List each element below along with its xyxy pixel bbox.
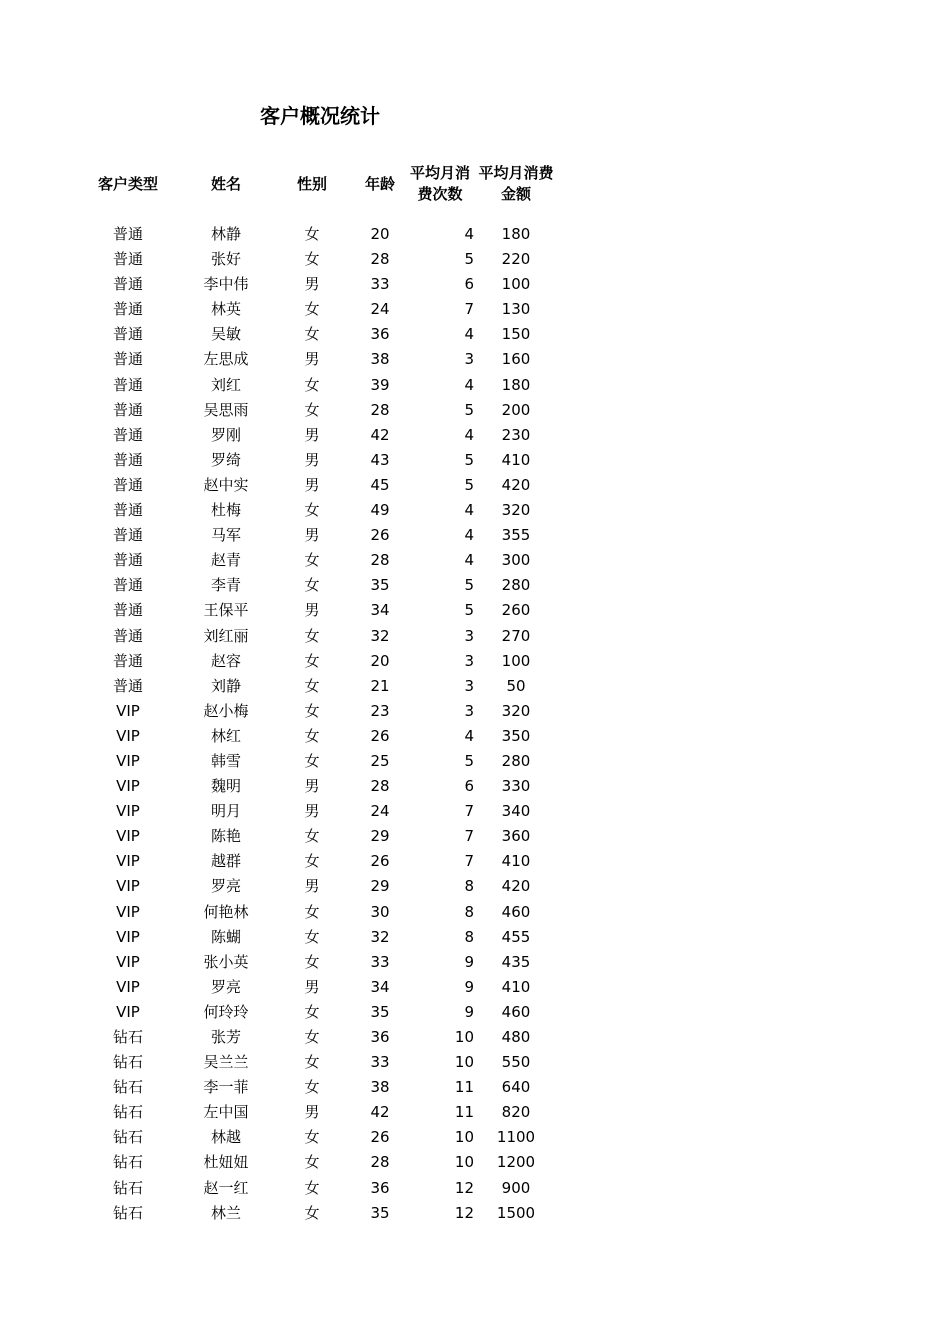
cell-monthly-times: 10 — [454, 1153, 474, 1172]
cell-gender: 女 — [304, 1128, 320, 1147]
cell-age: 26 — [370, 726, 390, 745]
cell-age: 45 — [370, 475, 390, 494]
cell-monthly-amount: 180 — [501, 375, 531, 394]
cell-customer-type: 普通 — [112, 375, 143, 394]
cell-name: 陈艳 — [210, 827, 241, 846]
cell-monthly-times: 5 — [464, 576, 474, 595]
cell-name: 刘红丽 — [203, 626, 249, 645]
cell-name: 李青 — [210, 576, 241, 595]
cell-gender: 女 — [304, 927, 320, 946]
cell-customer-type: 普通 — [112, 425, 143, 444]
cell-age: 34 — [370, 977, 390, 996]
cell-age: 36 — [370, 325, 390, 344]
cell-monthly-times: 3 — [464, 676, 474, 695]
cell-monthly-times: 4 — [464, 526, 474, 545]
cell-monthly-times: 4 — [464, 726, 474, 745]
cell-monthly-times: 10 — [454, 1053, 474, 1072]
cell-monthly-amount: 220 — [501, 250, 531, 269]
cell-gender: 女 — [304, 576, 320, 595]
cell-name: 陈蝴 — [210, 927, 241, 946]
cell-customer-type: 钻石 — [112, 1028, 143, 1046]
cell-name: 魏明 — [210, 777, 241, 796]
cell-age: 38 — [370, 1078, 390, 1097]
cell-monthly-times: 4 — [464, 225, 474, 243]
cell-monthly-amount: 460 — [501, 1002, 531, 1021]
cell-monthly-times: 7 — [464, 852, 474, 871]
cell-age: 36 — [370, 1178, 390, 1197]
header-customer-type: 客户类型 — [97, 174, 158, 193]
cell-name: 何玲玲 — [203, 1002, 249, 1021]
cell-monthly-times: 6 — [464, 777, 474, 796]
cell-monthly-amount: 260 — [501, 601, 531, 620]
cell-age: 28 — [370, 777, 390, 796]
cell-age: 42 — [370, 1103, 390, 1122]
cell-gender: 男 — [304, 526, 320, 545]
cell-gender: 女 — [304, 726, 320, 745]
cell-age: 28 — [370, 551, 390, 570]
cell-gender: 女 — [304, 1178, 320, 1197]
cell-name: 赵中实 — [203, 475, 249, 494]
cell-customer-type: VIP — [116, 977, 140, 996]
cell-gender: 女 — [304, 751, 320, 770]
cell-customer-type: VIP — [116, 701, 140, 720]
cell-customer-type: 钻石 — [112, 1078, 143, 1097]
cell-customer-type: 普通 — [112, 576, 143, 595]
cell-monthly-times: 4 — [464, 501, 474, 520]
cell-gender: 女 — [304, 1203, 320, 1222]
cell-customer-type: 普通 — [112, 325, 143, 344]
cell-gender: 女 — [304, 651, 320, 670]
cell-age: 35 — [370, 1203, 390, 1222]
cell-customer-type: 钻石 — [112, 1053, 143, 1072]
cell-monthly-amount: 160 — [501, 350, 531, 369]
cell-gender: 男 — [304, 275, 320, 294]
cell-customer-type: 普通 — [112, 676, 143, 695]
cell-customer-type: 普通 — [112, 300, 143, 319]
cell-customer-type: VIP — [116, 952, 140, 971]
cell-name: 王保平 — [203, 601, 249, 620]
cell-customer-type: 普通 — [112, 250, 143, 269]
cell-name: 吴敏 — [210, 325, 241, 344]
cell-customer-type: 钻石 — [112, 1103, 143, 1122]
cell-monthly-amount: 355 — [501, 526, 531, 545]
cell-customer-type: VIP — [116, 777, 140, 796]
cell-customer-type: VIP — [116, 726, 140, 745]
cell-customer-type: VIP — [116, 877, 140, 896]
cell-monthly-amount: 820 — [501, 1103, 531, 1122]
cell-age: 25 — [370, 751, 390, 770]
cell-name: 吴思雨 — [203, 400, 249, 419]
cell-customer-type: 普通 — [112, 400, 143, 419]
cell-age: 49 — [370, 501, 390, 520]
cell-age: 26 — [370, 852, 390, 871]
cell-monthly-times: 5 — [464, 400, 474, 419]
cell-age: 35 — [370, 1002, 390, 1021]
cell-monthly-times: 5 — [464, 475, 474, 494]
cell-monthly-times: 11 — [454, 1103, 474, 1122]
cell-monthly-amount: 410 — [501, 977, 531, 996]
cell-name: 刘红 — [210, 375, 241, 394]
cell-monthly-amount: 280 — [501, 576, 531, 595]
cell-name: 韩雪 — [210, 751, 241, 770]
cell-age: 35 — [370, 576, 390, 595]
cell-monthly-amount: 1500 — [496, 1203, 536, 1222]
cell-monthly-times: 8 — [464, 877, 474, 896]
cell-age: 24 — [370, 802, 390, 821]
cell-customer-type: 钻石 — [112, 1178, 143, 1197]
cell-customer-type: VIP — [116, 927, 140, 946]
cell-age: 20 — [370, 651, 390, 670]
cell-age: 33 — [370, 1053, 390, 1072]
cell-customer-type: 普通 — [112, 626, 143, 645]
cell-name: 张好 — [210, 250, 241, 269]
cell-monthly-amount: 130 — [501, 300, 531, 319]
cell-gender: 女 — [304, 952, 320, 971]
cell-customer-type: 钻石 — [112, 1128, 143, 1147]
cell-monthly-amount: 480 — [501, 1028, 531, 1046]
cell-customer-type: 普通 — [112, 275, 143, 294]
cell-name: 林兰 — [210, 1203, 241, 1222]
cell-gender: 女 — [304, 1153, 320, 1172]
cell-gender: 男 — [304, 450, 320, 469]
cell-customer-type: 普通 — [112, 601, 143, 620]
cell-name: 赵容 — [210, 651, 241, 670]
cell-name: 林越 — [210, 1128, 241, 1147]
cell-gender: 女 — [304, 375, 320, 394]
cell-monthly-amount: 200 — [501, 400, 531, 419]
cell-monthly-amount: 1200 — [496, 1153, 536, 1172]
cell-gender: 女 — [304, 300, 320, 319]
cell-gender: 男 — [304, 1103, 320, 1122]
cell-monthly-amount: 320 — [501, 701, 531, 720]
cell-monthly-times: 6 — [464, 275, 474, 294]
cell-gender: 女 — [304, 1028, 320, 1046]
cell-name: 马军 — [210, 526, 241, 545]
cell-age: 42 — [370, 425, 390, 444]
cell-customer-type: 普通 — [112, 225, 143, 243]
cell-monthly-amount: 280 — [501, 751, 531, 770]
cell-name: 越群 — [210, 852, 241, 871]
cell-gender: 女 — [304, 250, 320, 269]
cell-age: 23 — [370, 701, 390, 720]
cell-monthly-times: 4 — [464, 551, 474, 570]
cell-name: 罗亮 — [210, 977, 241, 996]
cell-monthly-amount: 270 — [501, 626, 531, 645]
cell-gender: 女 — [304, 701, 320, 720]
cell-name: 杜梅 — [210, 501, 241, 520]
cell-gender: 男 — [304, 802, 320, 821]
header-gender: 性别 — [296, 174, 327, 193]
cell-gender: 女 — [304, 325, 320, 344]
header-name: 姓名 — [210, 174, 241, 193]
cell-customer-type: 普通 — [112, 651, 143, 670]
cell-monthly-times: 9 — [464, 977, 474, 996]
cell-monthly-amount: 100 — [501, 651, 531, 670]
cell-gender: 男 — [304, 350, 320, 369]
cell-monthly-times: 5 — [464, 601, 474, 620]
cell-monthly-times: 12 — [454, 1178, 474, 1197]
cell-age: 33 — [370, 952, 390, 971]
cell-monthly-amount: 300 — [501, 551, 531, 570]
cell-monthly-amount: 550 — [501, 1053, 531, 1072]
cell-monthly-amount: 340 — [501, 802, 531, 821]
cell-gender: 女 — [304, 225, 320, 243]
cell-monthly-amount: 360 — [501, 827, 531, 846]
cell-gender: 女 — [304, 626, 320, 645]
cell-monthly-amount: 420 — [501, 475, 531, 494]
cell-monthly-times: 3 — [464, 701, 474, 720]
header-age: 年龄 — [364, 174, 395, 193]
cell-name: 左中国 — [203, 1103, 249, 1122]
cell-gender: 男 — [304, 475, 320, 494]
cell-age: 34 — [370, 601, 390, 620]
cell-name: 左思成 — [203, 350, 249, 369]
cell-monthly-times: 5 — [464, 250, 474, 269]
cell-customer-type: VIP — [116, 852, 140, 871]
cell-age: 38 — [370, 350, 390, 369]
cell-monthly-times: 11 — [454, 1078, 474, 1097]
cell-name: 罗刚 — [210, 425, 241, 444]
cell-name: 张芳 — [210, 1028, 241, 1046]
cell-name: 张小英 — [203, 952, 249, 971]
cell-customer-type: 普通 — [112, 526, 143, 545]
cell-gender: 女 — [304, 1053, 320, 1072]
cell-customer-type: 普通 — [112, 501, 143, 520]
cell-age: 21 — [370, 676, 390, 695]
cell-monthly-amount: 640 — [501, 1078, 531, 1097]
cell-monthly-amount: 460 — [501, 902, 531, 921]
cell-name: 李中伟 — [203, 275, 249, 294]
cell-age: 39 — [370, 375, 390, 394]
cell-age: 29 — [370, 827, 390, 846]
cell-customer-type: 普通 — [112, 551, 143, 570]
cell-monthly-times: 9 — [464, 952, 474, 971]
cell-customer-type: 普通 — [112, 475, 143, 494]
cell-age: 26 — [370, 1128, 390, 1147]
cell-monthly-amount: 900 — [501, 1178, 531, 1197]
cell-monthly-amount: 230 — [501, 425, 531, 444]
cell-gender: 女 — [304, 400, 320, 419]
cell-monthly-amount: 50 — [506, 676, 526, 695]
cell-monthly-times: 10 — [454, 1128, 474, 1147]
cell-customer-type: VIP — [116, 902, 140, 921]
cell-monthly-amount: 410 — [501, 852, 531, 871]
cell-name: 林静 — [210, 225, 241, 243]
cell-monthly-times: 7 — [464, 827, 474, 846]
header-monthly-amount: 平均月消费金额 — [478, 164, 554, 203]
cell-monthly-amount: 150 — [501, 325, 531, 344]
cell-gender: 女 — [304, 902, 320, 921]
cell-monthly-amount: 320 — [501, 501, 531, 520]
cell-customer-type: 普通 — [112, 350, 143, 369]
cell-age: 24 — [370, 300, 390, 319]
cell-age: 36 — [370, 1028, 390, 1046]
cell-monthly-amount: 455 — [501, 927, 531, 946]
cell-age: 32 — [370, 927, 390, 946]
page-title: 客户概况统计 — [260, 104, 380, 128]
cell-gender: 男 — [304, 977, 320, 996]
cell-name: 杜妞妞 — [203, 1153, 249, 1172]
cell-age: 26 — [370, 526, 390, 545]
cell-customer-type: 普通 — [112, 450, 143, 469]
cell-monthly-times: 9 — [464, 1002, 474, 1021]
cell-gender: 女 — [304, 827, 320, 846]
cell-customer-type: VIP — [116, 827, 140, 846]
cell-name: 赵一红 — [203, 1178, 249, 1197]
cell-gender: 女 — [304, 676, 320, 695]
cell-monthly-times: 10 — [454, 1028, 474, 1046]
cell-monthly-times: 3 — [464, 626, 474, 645]
cell-monthly-times: 3 — [464, 350, 474, 369]
cell-age: 29 — [370, 877, 390, 896]
cell-monthly-amount: 180 — [501, 225, 531, 243]
cell-name: 何艳林 — [203, 902, 249, 921]
cell-age: 28 — [370, 250, 390, 269]
cell-monthly-times: 4 — [464, 425, 474, 444]
cell-customer-type: VIP — [116, 1002, 140, 1021]
cell-age: 32 — [370, 626, 390, 645]
cell-monthly-amount: 420 — [501, 877, 531, 896]
cell-name: 明月 — [210, 802, 241, 821]
cell-gender: 女 — [304, 1002, 320, 1021]
cell-gender: 男 — [304, 425, 320, 444]
cell-name: 林英 — [210, 300, 241, 319]
cell-gender: 男 — [304, 877, 320, 896]
cell-monthly-times: 7 — [464, 802, 474, 821]
cell-age: 43 — [370, 450, 390, 469]
cell-monthly-times: 4 — [464, 325, 474, 344]
cell-age: 28 — [370, 400, 390, 419]
cell-name: 赵小梅 — [203, 701, 249, 720]
cell-monthly-amount: 410 — [501, 450, 531, 469]
cell-gender: 女 — [304, 551, 320, 570]
cell-gender: 女 — [304, 501, 320, 520]
cell-monthly-amount: 100 — [501, 275, 531, 294]
cell-age: 20 — [370, 225, 390, 243]
cell-monthly-times: 3 — [464, 651, 474, 670]
cell-monthly-amount: 350 — [501, 726, 531, 745]
cell-monthly-times: 5 — [464, 751, 474, 770]
cell-monthly-times: 7 — [464, 300, 474, 319]
cell-customer-type: 钻石 — [112, 1153, 143, 1172]
cell-monthly-amount: 330 — [501, 777, 531, 796]
cell-gender: 男 — [304, 777, 320, 796]
cell-name: 李一菲 — [203, 1078, 249, 1097]
cell-gender: 男 — [304, 601, 320, 620]
cell-monthly-times: 8 — [464, 927, 474, 946]
cell-monthly-times: 5 — [464, 450, 474, 469]
cell-gender: 女 — [304, 1078, 320, 1097]
cell-name: 罗绮 — [210, 450, 241, 469]
cell-monthly-times: 8 — [464, 902, 474, 921]
cell-monthly-amount: 1100 — [496, 1128, 536, 1147]
header-monthly-times: 平均月消费次数 — [409, 164, 470, 203]
cell-name: 刘静 — [210, 676, 241, 695]
cell-age: 28 — [370, 1153, 390, 1172]
cell-age: 30 — [370, 902, 390, 921]
cell-customer-type: VIP — [116, 802, 140, 821]
cell-monthly-times: 12 — [454, 1203, 474, 1222]
cell-customer-type: 钻石 — [112, 1203, 143, 1222]
cell-age: 33 — [370, 275, 390, 294]
cell-name: 吴兰兰 — [203, 1053, 249, 1072]
cell-name: 林红 — [210, 726, 241, 745]
cell-monthly-times: 4 — [464, 375, 474, 394]
cell-name: 赵青 — [210, 551, 241, 570]
cell-name: 罗亮 — [210, 877, 241, 896]
cell-gender: 女 — [304, 852, 320, 871]
cell-customer-type: VIP — [116, 751, 140, 770]
cell-monthly-amount: 435 — [501, 952, 531, 971]
